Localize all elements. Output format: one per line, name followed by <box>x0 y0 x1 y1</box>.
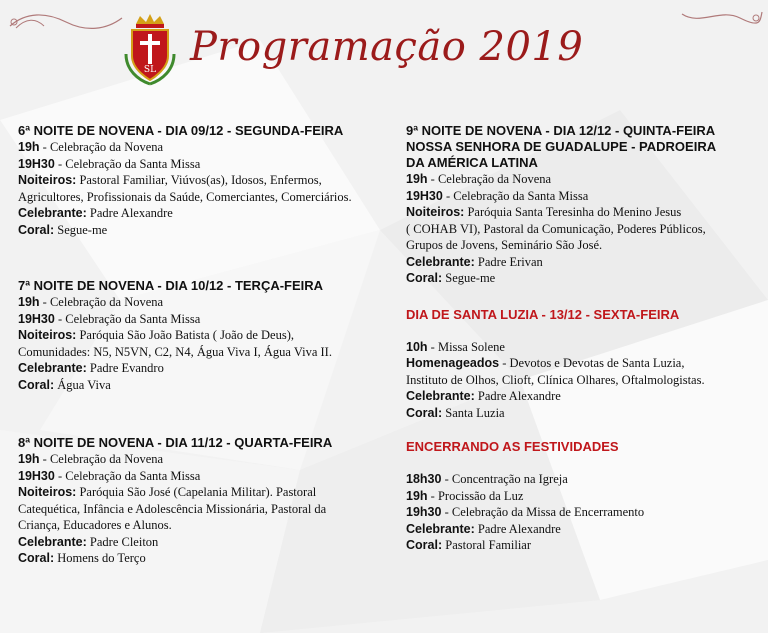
novena-block-8 <box>18 435 388 567</box>
novena-block-6 <box>18 123 388 238</box>
block-heading: 6ª NOITE DE NOVENA - DIA 09/12 - SEGUNDA-FEIRA <box>18 123 344 138</box>
schedule-line: 19h - Celebração da Novena <box>18 452 164 466</box>
schedule-line: 18h30 - Concentração na Igreja <box>406 472 568 486</box>
noiteiros-continuation: ( COHAB VI), Pastoral da Comunicação, Poderes Públicos, <box>406 221 706 236</box>
celebrante-line: Celebrante: Padre Evandro <box>18 361 164 375</box>
block-heading: DIA DE SANTA LUZIA - 13/12 - SEXTA-FEIRA <box>406 306 680 322</box>
noiteiros-continuation: Catequética, Infância e Adolescência Missionária, Pastoral da <box>18 501 327 516</box>
ornament-right-icon <box>680 6 764 28</box>
coral-line: Coral: Homens do Terço <box>18 551 146 565</box>
celebrante-line: Celebrante: Padre Erivan <box>406 254 543 269</box>
header <box>0 0 768 110</box>
santa-luzia-block <box>406 307 756 422</box>
block-heading: ENCERRANDO AS FESTIVIDADES <box>406 439 619 454</box>
homenageados-line: Homenageados - Devotos e Devotas de Santa Luzia, <box>406 356 685 370</box>
noiteiros-line: Noiteiros: Paróquia São José (Capelania Militar). Pastoral <box>18 485 317 499</box>
coral-line: Coral: Pastoral Familiar <box>406 538 531 552</box>
homenageados-continuation: Instituto de Olhos, Clioft, Clínica Olhares, Oftalmologistas. <box>406 372 705 387</box>
block-heading: 9ª NOITE DE NOVENA - DIA 12/12 - QUINTA-FEIRA <box>406 123 716 138</box>
celebrante-line: Celebrante: Padre Alexandre <box>18 206 173 220</box>
block-heading-line-3: DA AMÉRICA LATINA <box>406 155 538 170</box>
schedule-line: 19h30 - Celebração da Missa de Encerramento <box>406 505 645 519</box>
schedule-line: 19h - Celebração da Novena <box>18 295 164 309</box>
celebrante-line: Celebrante: Padre Cleiton <box>18 534 159 549</box>
noiteiros-line: Noiteiros: Paróquia Santa Teresinha do Menino Jesus <box>406 205 682 219</box>
novena-block-9 <box>406 123 756 287</box>
celebrante-line: Celebrante: Padre Alexandre <box>406 521 561 536</box>
schedule-line: 19h - Procissão da Luz <box>406 488 524 503</box>
novena-block-7 <box>18 278 388 393</box>
block-heading: 8ª NOITE DE NOVENA - DIA 11/12 - QUARTA-FEIRA <box>18 435 333 450</box>
page-title: Programação 2019 <box>190 24 584 70</box>
schedule-line: 10h - Missa Solene <box>406 339 505 354</box>
coral-line: Coral: Segue-me <box>406 271 496 285</box>
coral-line: Coral: Santa Luzia <box>406 405 505 420</box>
noiteiros-continuation: Criança, Educadores e Alunos. <box>18 518 172 532</box>
left-column <box>18 123 388 567</box>
celebrante-line: Celebrante: Padre Alexandre <box>406 389 561 403</box>
schedule-line: 19H30 - Celebração da Santa Missa <box>18 311 201 326</box>
crest-letters: SL <box>143 65 157 75</box>
encerramento-block <box>406 439 756 554</box>
ornament-left-icon <box>6 8 126 34</box>
schedule-line: 19H30 - Celebração da Santa Missa <box>18 156 201 171</box>
noiteiros-line: Noiteiros: Pastoral Familiar, Viúvos(as), Idosos, Enfermos, <box>18 173 322 187</box>
schedule-line: 19H30 - Celebração da Santa Missa <box>18 468 201 483</box>
right-column <box>406 123 756 554</box>
schedule-line: 19h - Celebração da Novena <box>406 172 552 186</box>
parish-crest-icon <box>122 14 178 86</box>
noiteiros-continuation: Grupos de Jovens, Seminário São José. <box>406 238 603 252</box>
noiteiros-continuation: Agricultores, Profissionais da Saúde, Comerciantes, Comerciários. <box>18 189 352 204</box>
block-heading: 7ª NOITE DE NOVENA - DIA 10/12 - TERÇA-FEIRA <box>18 278 324 293</box>
coral-line: Coral: Água Viva <box>18 377 111 392</box>
schedule-line: 19H30 - Celebração da Santa Missa <box>406 188 589 203</box>
noiteiros-continuation: Comunidades: N5, N5VN, C2, N4, Água Viva I, Água Viva II. <box>18 344 332 359</box>
block-heading-line-2: NOSSA SENHORA DE GUADALUPE - PADROEIRA <box>406 139 717 154</box>
noiteiros-line: Noiteiros: Paróquia São João Batista ( João de Deus), <box>18 328 295 342</box>
coral-line: Coral: Segue-me <box>18 222 108 237</box>
schedule-line: 19h - Celebração da Novena <box>18 140 164 154</box>
